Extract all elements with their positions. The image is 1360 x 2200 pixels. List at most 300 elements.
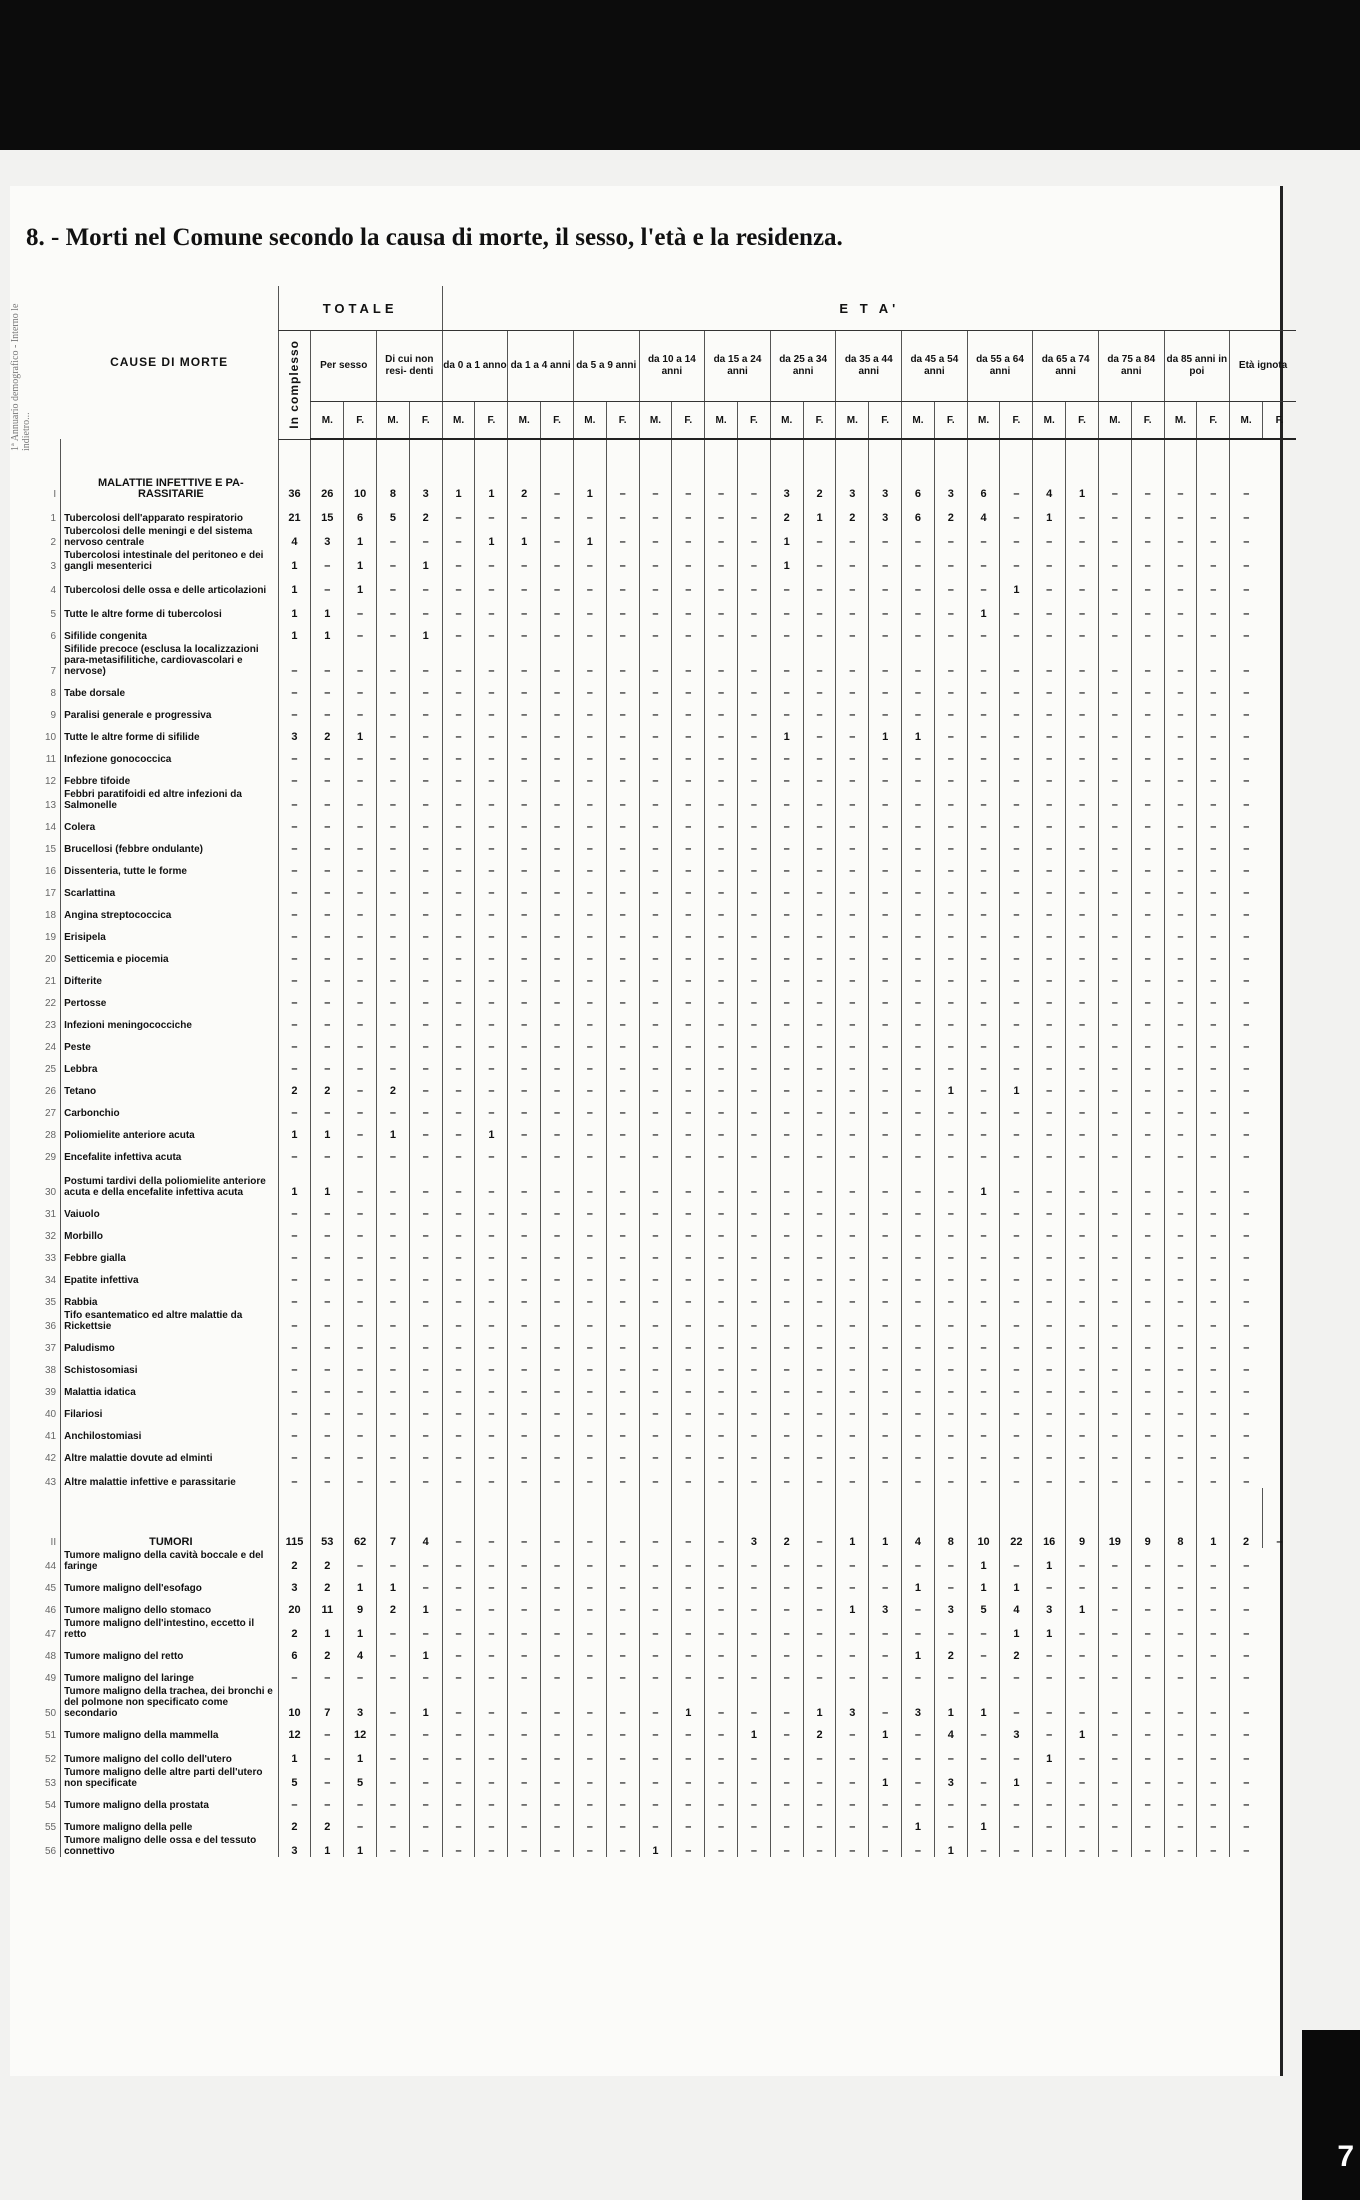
- value-cell: –: [344, 811, 377, 833]
- value-cell: –: [475, 899, 508, 921]
- value-cell: –: [737, 1398, 770, 1420]
- value-cell: –: [311, 1332, 344, 1354]
- section-total-cell: 2: [803, 439, 836, 500]
- value-cell: –: [541, 1811, 574, 1833]
- value-cell: –: [541, 1308, 574, 1332]
- value-cell: –: [737, 1308, 770, 1332]
- value-cell: –: [1131, 1616, 1164, 1640]
- value-cell: –: [606, 1242, 639, 1264]
- value-cell: –: [1197, 833, 1230, 855]
- value-cell: –: [442, 1811, 475, 1833]
- value-cell: –: [442, 1308, 475, 1332]
- value-cell: –: [311, 699, 344, 721]
- value-cell: –: [705, 642, 738, 677]
- value-cell: 12: [278, 1719, 311, 1741]
- value-cell: –: [541, 833, 574, 855]
- value-cell: –: [967, 1442, 1000, 1464]
- value-cell: –: [1098, 1420, 1131, 1442]
- value-cell: –: [705, 787, 738, 811]
- value-cell: –: [967, 833, 1000, 855]
- value-cell: 1: [311, 1616, 344, 1640]
- value-cell: –: [1098, 1376, 1131, 1398]
- value-cell: –: [573, 1286, 606, 1308]
- value-cell: –: [442, 1594, 475, 1616]
- section-total-cell: 1: [1197, 1488, 1230, 1548]
- value-cell: –: [409, 1097, 442, 1119]
- value-cell: –: [508, 1616, 541, 1640]
- value-cell: –: [1131, 743, 1164, 765]
- table-row: [36, 1354, 1296, 1376]
- value-cell: –: [573, 1548, 606, 1572]
- value-cell: –: [1164, 1719, 1197, 1741]
- value-cell: –: [409, 1264, 442, 1286]
- cause-label: Schistosomiasi: [61, 1354, 278, 1376]
- value-cell: –: [639, 1097, 672, 1119]
- value-cell: –: [836, 1811, 869, 1833]
- value-cell: –: [278, 1308, 311, 1332]
- value-cell: –: [475, 1662, 508, 1684]
- value-cell: –: [1197, 1163, 1230, 1198]
- value-cell: –: [442, 1009, 475, 1031]
- value-cell: –: [1033, 855, 1066, 877]
- value-cell: –: [1197, 1420, 1230, 1442]
- value-cell: –: [1164, 699, 1197, 721]
- value-cell: –: [1066, 1741, 1099, 1765]
- value-cell: 6: [902, 500, 935, 524]
- value-cell: –: [475, 721, 508, 743]
- value-cell: –: [836, 1572, 869, 1594]
- value-cell: –: [409, 699, 442, 721]
- value-cell: –: [573, 1097, 606, 1119]
- value-cell: 1: [1033, 1616, 1066, 1640]
- value-cell: –: [902, 833, 935, 855]
- page-number: 7: [1337, 2140, 1354, 2173]
- value-cell: –: [606, 1141, 639, 1163]
- value-cell: –: [1164, 1009, 1197, 1031]
- value-cell: –: [770, 1420, 803, 1442]
- value-cell: –: [442, 1662, 475, 1684]
- value-cell: –: [344, 1198, 377, 1220]
- value-cell: –: [737, 548, 770, 572]
- value-cell: –: [639, 524, 672, 548]
- value-cell: –: [639, 855, 672, 877]
- value-cell: –: [1230, 965, 1263, 987]
- value-cell: 2: [1000, 1640, 1033, 1662]
- value-cell: 3: [1033, 1594, 1066, 1616]
- value-cell: –: [934, 743, 967, 765]
- value-cell: –: [967, 1833, 1000, 1857]
- value-cell: –: [377, 1163, 410, 1198]
- value-cell: –: [803, 943, 836, 965]
- value-cell: –: [672, 1833, 705, 1857]
- value-cell: –: [573, 1789, 606, 1811]
- value-cell: –: [737, 1286, 770, 1308]
- value-cell: –: [672, 1811, 705, 1833]
- female-header: F.: [1066, 402, 1099, 440]
- value-cell: 1: [278, 1163, 311, 1198]
- value-cell: –: [278, 1789, 311, 1811]
- value-cell: –: [737, 1464, 770, 1488]
- value-cell: –: [1131, 1264, 1164, 1286]
- value-cell: –: [1131, 699, 1164, 721]
- value-cell: –: [1197, 1242, 1230, 1264]
- value-cell: –: [1164, 1308, 1197, 1332]
- value-cell: –: [705, 965, 738, 987]
- value-cell: –: [737, 1616, 770, 1640]
- value-cell: –: [869, 899, 902, 921]
- value-cell: –: [409, 1031, 442, 1053]
- value-cell: –: [475, 1464, 508, 1488]
- value-cell: –: [311, 1464, 344, 1488]
- value-cell: –: [1197, 1264, 1230, 1286]
- value-cell: –: [1131, 1242, 1164, 1264]
- value-cell: –: [1131, 833, 1164, 855]
- value-cell: –: [705, 1765, 738, 1789]
- value-cell: –: [311, 1765, 344, 1789]
- value-cell: –: [672, 642, 705, 677]
- value-cell: –: [639, 1376, 672, 1398]
- value-cell: –: [639, 1286, 672, 1308]
- value-cell: –: [475, 987, 508, 1009]
- value-cell: –: [606, 1765, 639, 1789]
- value-cell: –: [803, 699, 836, 721]
- value-cell: –: [409, 787, 442, 811]
- value-cell: –: [1066, 1009, 1099, 1031]
- value-cell: –: [672, 1198, 705, 1220]
- value-cell: –: [672, 1640, 705, 1662]
- value-cell: –: [869, 620, 902, 642]
- value-cell: –: [344, 965, 377, 987]
- value-cell: –: [606, 1719, 639, 1741]
- value-cell: –: [508, 1286, 541, 1308]
- value-cell: –: [606, 765, 639, 787]
- cause-label: Difterite: [61, 965, 278, 987]
- row-number: 51: [44, 1730, 57, 1741]
- value-cell: –: [508, 1594, 541, 1616]
- value-cell: –: [737, 1741, 770, 1765]
- value-cell: –: [639, 1594, 672, 1616]
- value-cell: –: [902, 1442, 935, 1464]
- value-cell: –: [1000, 1548, 1033, 1572]
- value-cell: –: [508, 1741, 541, 1765]
- section-total-cell: 3: [836, 439, 869, 500]
- value-cell: –: [967, 943, 1000, 965]
- value-cell: –: [836, 1286, 869, 1308]
- value-cell: –: [442, 1053, 475, 1075]
- value-cell: –: [377, 1662, 410, 1684]
- row-number: 41: [44, 1431, 57, 1442]
- value-cell: –: [869, 1548, 902, 1572]
- value-cell: –: [902, 811, 935, 833]
- value-cell: –: [475, 765, 508, 787]
- age-group-header: da 15 a 24 anni: [705, 331, 771, 402]
- value-cell: –: [770, 642, 803, 677]
- value-cell: –: [967, 1308, 1000, 1332]
- value-cell: –: [541, 1833, 574, 1857]
- table-row: [36, 1198, 1296, 1220]
- table-row: [36, 1616, 1296, 1640]
- value-cell: –: [1033, 1097, 1066, 1119]
- value-cell: 1: [967, 1811, 1000, 1833]
- value-cell: –: [1066, 642, 1099, 677]
- section-total-cell: 19: [1098, 1488, 1131, 1548]
- value-cell: –: [1066, 1119, 1099, 1141]
- value-cell: –: [803, 1009, 836, 1031]
- value-cell: –: [409, 877, 442, 899]
- value-cell: –: [442, 1616, 475, 1640]
- section-total-cell: 3: [869, 439, 902, 500]
- value-cell: –: [409, 1442, 442, 1464]
- value-cell: –: [836, 1442, 869, 1464]
- value-cell: –: [869, 987, 902, 1009]
- section-total-cell: –: [737, 439, 770, 500]
- value-cell: –: [606, 1789, 639, 1811]
- value-cell: –: [1000, 1332, 1033, 1354]
- value-cell: –: [934, 1097, 967, 1119]
- value-cell: –: [705, 500, 738, 524]
- value-cell: –: [934, 787, 967, 811]
- value-cell: –: [737, 787, 770, 811]
- section-row: [36, 1488, 1296, 1548]
- value-cell: –: [442, 721, 475, 743]
- value-cell: –: [377, 1242, 410, 1264]
- value-cell: –: [967, 1741, 1000, 1765]
- value-cell: –: [606, 965, 639, 987]
- value-cell: –: [1197, 1789, 1230, 1811]
- value-cell: –: [1000, 765, 1033, 787]
- female-header: F.: [1000, 402, 1033, 440]
- value-cell: –: [278, 1420, 311, 1442]
- value-cell: –: [639, 1765, 672, 1789]
- value-cell: –: [409, 1572, 442, 1594]
- value-cell: –: [278, 877, 311, 899]
- value-cell: –: [836, 1097, 869, 1119]
- value-cell: –: [869, 1376, 902, 1398]
- row-number: 55: [44, 1822, 57, 1833]
- value-cell: –: [1131, 1009, 1164, 1031]
- value-cell: –: [902, 987, 935, 1009]
- value-cell: –: [1197, 1833, 1230, 1857]
- value-cell: –: [278, 899, 311, 921]
- value-cell: –: [1131, 1286, 1164, 1308]
- age-group-header: Età ignota: [1230, 331, 1296, 402]
- value-cell: –: [672, 1097, 705, 1119]
- value-cell: –: [902, 596, 935, 620]
- value-cell: –: [1033, 899, 1066, 921]
- female-header: F.: [869, 402, 902, 440]
- value-cell: 3: [869, 1594, 902, 1616]
- value-cell: –: [475, 572, 508, 596]
- value-cell: –: [1197, 1572, 1230, 1594]
- value-cell: –: [409, 1354, 442, 1376]
- value-cell: –: [508, 1009, 541, 1031]
- value-cell: –: [573, 1031, 606, 1053]
- value-cell: –: [1033, 1662, 1066, 1684]
- value-cell: –: [902, 943, 935, 965]
- value-cell: –: [377, 987, 410, 1009]
- value-cell: –: [573, 1765, 606, 1789]
- value-cell: –: [1098, 965, 1131, 987]
- value-cell: –: [672, 572, 705, 596]
- value-cell: –: [1230, 743, 1263, 765]
- value-cell: –: [869, 1198, 902, 1220]
- value-cell: –: [1098, 1097, 1131, 1119]
- value-cell: –: [409, 1420, 442, 1442]
- value-cell: –: [541, 811, 574, 833]
- value-cell: –: [1230, 1009, 1263, 1031]
- value-cell: –: [475, 1616, 508, 1640]
- value-cell: –: [803, 1572, 836, 1594]
- value-cell: –: [705, 1684, 738, 1719]
- value-cell: –: [573, 699, 606, 721]
- value-cell: –: [606, 1640, 639, 1662]
- value-cell: –: [770, 1594, 803, 1616]
- value-cell: –: [770, 987, 803, 1009]
- value-cell: –: [1066, 1031, 1099, 1053]
- value-cell: –: [1066, 855, 1099, 877]
- value-cell: –: [541, 877, 574, 899]
- value-cell: –: [869, 1811, 902, 1833]
- table-row: [36, 620, 1296, 642]
- value-cell: –: [1230, 1765, 1263, 1789]
- value-cell: –: [770, 1075, 803, 1097]
- value-cell: –: [639, 1398, 672, 1420]
- value-cell: –: [1131, 1572, 1164, 1594]
- value-cell: –: [1164, 1616, 1197, 1640]
- value-cell: –: [967, 699, 1000, 721]
- value-cell: –: [770, 1053, 803, 1075]
- row-number: 56: [44, 1846, 57, 1857]
- value-cell: –: [869, 1662, 902, 1684]
- value-cell: –: [573, 1220, 606, 1242]
- value-cell: –: [1066, 1141, 1099, 1163]
- value-cell: –: [1164, 1741, 1197, 1765]
- value-cell: –: [639, 1548, 672, 1572]
- row-number: 39: [44, 1387, 57, 1398]
- value-cell: –: [1230, 1811, 1263, 1833]
- value-cell: –: [639, 1242, 672, 1264]
- value-cell: –: [902, 1198, 935, 1220]
- value-cell: –: [639, 1789, 672, 1811]
- value-cell: –: [672, 1398, 705, 1420]
- value-cell: –: [672, 921, 705, 943]
- value-cell: –: [475, 1220, 508, 1242]
- value-cell: –: [541, 965, 574, 987]
- value-cell: –: [278, 677, 311, 699]
- value-cell: –: [1230, 943, 1263, 965]
- value-cell: –: [737, 1097, 770, 1119]
- value-cell: –: [573, 596, 606, 620]
- row-number: 35: [44, 1297, 57, 1308]
- value-cell: –: [869, 1097, 902, 1119]
- value-cell: –: [836, 1789, 869, 1811]
- value-cell: 1: [278, 572, 311, 596]
- cause-label: Scarlattina: [61, 877, 278, 899]
- value-cell: 3: [311, 524, 344, 548]
- value-cell: –: [705, 1075, 738, 1097]
- value-cell: –: [770, 743, 803, 765]
- value-cell: 2: [311, 1572, 344, 1594]
- value-cell: –: [541, 1640, 574, 1662]
- value-cell: –: [705, 620, 738, 642]
- cause-label: Colera: [61, 811, 278, 833]
- value-cell: –: [442, 943, 475, 965]
- value-cell: –: [869, 1572, 902, 1594]
- value-cell: –: [1098, 1141, 1131, 1163]
- value-cell: –: [475, 1031, 508, 1053]
- value-cell: 1: [967, 1548, 1000, 1572]
- value-cell: –: [1098, 677, 1131, 699]
- value-cell: –: [1230, 572, 1263, 596]
- value-cell: –: [737, 1053, 770, 1075]
- value-cell: –: [1098, 1053, 1131, 1075]
- row-number: 33: [44, 1253, 57, 1264]
- value-cell: –: [475, 1009, 508, 1031]
- value-cell: –: [770, 572, 803, 596]
- value-cell: –: [705, 943, 738, 965]
- value-cell: –: [278, 1376, 311, 1398]
- value-cell: –: [1197, 1594, 1230, 1616]
- value-cell: –: [475, 743, 508, 765]
- value-cell: –: [934, 1053, 967, 1075]
- value-cell: –: [344, 1163, 377, 1198]
- value-cell: –: [606, 1097, 639, 1119]
- value-cell: –: [836, 1464, 869, 1488]
- value-cell: –: [1164, 1053, 1197, 1075]
- value-cell: –: [967, 965, 1000, 987]
- value-cell: –: [508, 1640, 541, 1662]
- value-cell: –: [377, 1741, 410, 1765]
- value-cell: –: [278, 699, 311, 721]
- value-cell: –: [639, 787, 672, 811]
- row-number: 31: [44, 1209, 57, 1220]
- value-cell: –: [1033, 1765, 1066, 1789]
- value-cell: –: [1131, 524, 1164, 548]
- value-cell: –: [1197, 642, 1230, 677]
- male-header: M.: [377, 402, 410, 440]
- age-group-header: da 10 a 14 anni: [639, 331, 705, 402]
- row-number: 36: [44, 1321, 57, 1332]
- value-cell: –: [672, 1264, 705, 1286]
- value-cell: –: [1230, 1097, 1263, 1119]
- section-total-cell: 3: [737, 1488, 770, 1548]
- value-cell: –: [705, 1220, 738, 1242]
- value-cell: –: [573, 1242, 606, 1264]
- value-cell: –: [1066, 921, 1099, 943]
- value-cell: –: [803, 1594, 836, 1616]
- value-cell: –: [639, 1616, 672, 1640]
- value-cell: –: [1131, 1719, 1164, 1741]
- value-cell: –: [1066, 811, 1099, 833]
- value-cell: 1: [344, 1616, 377, 1640]
- value-cell: –: [311, 743, 344, 765]
- value-cell: –: [1164, 1420, 1197, 1442]
- value-cell: –: [902, 1242, 935, 1264]
- cause-label: Altre malattie dovute ad elminti: [61, 1442, 278, 1464]
- value-cell: –: [475, 1398, 508, 1420]
- value-cell: –: [1197, 943, 1230, 965]
- value-cell: –: [737, 620, 770, 642]
- value-cell: –: [705, 1719, 738, 1741]
- value-cell: –: [442, 1741, 475, 1765]
- cause-label: Tifo esantematico ed altre malattie da Rickettsie: [61, 1308, 278, 1332]
- value-cell: –: [606, 1053, 639, 1075]
- value-cell: –: [639, 1662, 672, 1684]
- value-cell: –: [1033, 1420, 1066, 1442]
- value-cell: –: [869, 877, 902, 899]
- value-cell: –: [377, 1719, 410, 1741]
- value-cell: –: [311, 1741, 344, 1765]
